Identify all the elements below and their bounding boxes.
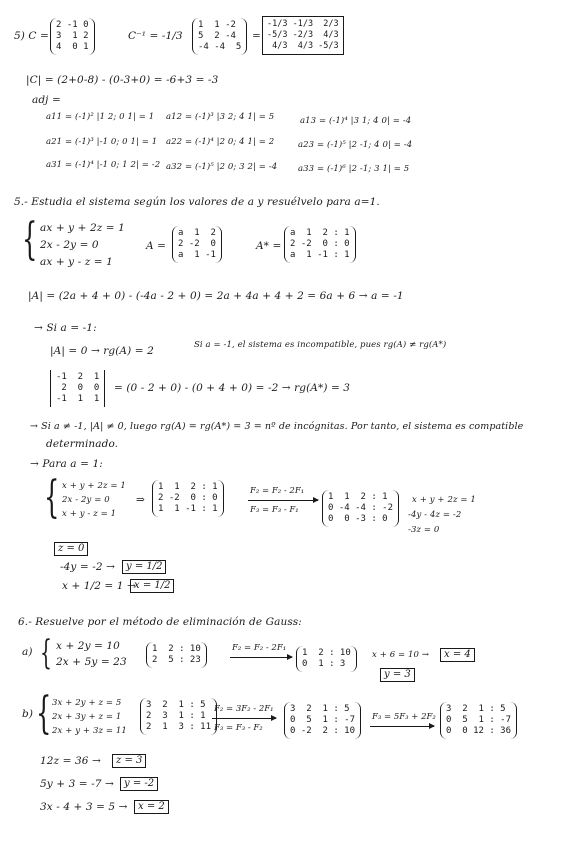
part-a-eq-2: 2x + 5y = 23 bbox=[56, 656, 127, 668]
part-a-label: a) bbox=[22, 646, 33, 658]
part-b-matrix-2: 3 2 1 : 5 0 5 1 : -7 0 -2 2 : 10 bbox=[284, 702, 361, 739]
x-step: x + 1/2 = 1 → bbox=[62, 580, 136, 592]
minor-determinant: -1 2 1 2 0 0 -1 1 1 bbox=[50, 370, 105, 407]
case2-line: → Si a ≠ -1, |A| ≠ 0, luego rg(A) = rg(A*) = 3 = nº de incógnitas. Por tanto, el sistema es compatible bbox=[30, 421, 524, 432]
part-a-matrix-1: 1 2 : 10 2 5 : 23 bbox=[146, 642, 207, 668]
system-eq-3: ax + y - z = 1 bbox=[40, 256, 113, 268]
cofactor-a12: a12 = (-1)³ |3 2; 4 1| = 5 bbox=[166, 112, 275, 122]
c-inverse-matrix: 1 1 -2 5 2 -4 -4 -4 5 bbox=[192, 18, 247, 55]
part-b-matrix-3: 3 2 1 : 5 0 5 1 : -7 0 0 12 : 36 bbox=[440, 702, 517, 739]
system-brace: { bbox=[22, 214, 38, 265]
system-eq-2: 2x - 2y = 0 bbox=[40, 239, 99, 251]
result-eq-2: -4y - 4z = -2 bbox=[408, 510, 462, 520]
part-b-x-box: x = 2 bbox=[134, 800, 169, 814]
ex5-title: 5.- Estudia el sistema según los valores de a y resuélvelo para a=1. bbox=[14, 196, 380, 208]
c-definition: 5) C = bbox=[14, 30, 49, 42]
matrix-astar-label: A* = bbox=[256, 240, 282, 252]
part-b-arrow-2 bbox=[370, 726, 434, 727]
cofactor-a23: a23 = (-1)⁵ |2 -1; 4 0| = -4 bbox=[298, 140, 413, 150]
cofactor-a31: a31 = (-1)⁴ |-1 0; 1 2| = -2 bbox=[46, 160, 161, 170]
ex6-title: 6.- Resuelve por el método de eliminación de Gauss: bbox=[18, 616, 302, 628]
part-b-row-op-3: F₃ = 5F₃ + 2F₂ bbox=[372, 712, 436, 722]
cofactor-a33: a33 = (-1)⁶ |2 -1; 3 1| = 5 bbox=[298, 164, 410, 174]
implies-arrow: ⇒ bbox=[136, 494, 145, 506]
augmented-matrix-1: 1 1 2 : 1 2 -2 0 : 0 1 1 -1 : 1 bbox=[152, 480, 224, 517]
case2-line-b: determinado. bbox=[46, 438, 119, 450]
det-c-line: |C| = (2+0-8) - (0-3+0) = -6+3 = -3 bbox=[26, 74, 219, 86]
cofactor-a22: a22 = (-1)⁴ |2 0; 4 1| = 2 bbox=[166, 137, 275, 147]
part-b-eq-1: 3x + 2y + z = 5 bbox=[52, 698, 122, 708]
case-a-minus-1: → Si a = -1: bbox=[34, 322, 97, 334]
part-b-row-op-1: F₂ = 3F₂ - 2F₁ bbox=[214, 704, 274, 714]
part-a-brace: { bbox=[40, 633, 52, 673]
c-inverse-result-box: -1/3 -1/3 2/3 -5/3 -2/3 4/3 4/3 4/3 -5/3 bbox=[262, 16, 344, 55]
equals-sign: = bbox=[252, 30, 261, 42]
para-a-1: → Para a = 1: bbox=[30, 458, 103, 470]
matrix-a-label: A = bbox=[146, 240, 167, 252]
part-b-row-op-2: F₃ = F₃ - F₂ bbox=[214, 723, 263, 733]
part-b-step-x: 3x - 4 + 3 = 5 → bbox=[40, 801, 128, 813]
part-b-brace: { bbox=[36, 688, 52, 739]
case1-note: Si a = -1, el sistema es incompatible, pues rg(A) ≠ rg(A*) bbox=[194, 340, 447, 350]
sys1-brace: { bbox=[44, 472, 60, 523]
matrix-a: a 1 2 2 -2 0 a 1 -1 bbox=[172, 226, 222, 263]
part-a-arrow bbox=[230, 657, 292, 658]
c-inverse-definition: C⁻¹ = -1/3 bbox=[128, 30, 183, 42]
part-b-step-z: 12z = 36 → bbox=[40, 755, 101, 767]
part-a-row-op: F₂ = F₂ - 2F₁ bbox=[232, 643, 287, 653]
y-step: -4y = -2 → bbox=[60, 561, 115, 573]
part-b-step-y: 5y + 3 = -7 → bbox=[40, 778, 114, 790]
cofactor-a32: a32 = (-1)⁵ |2 0; 3 2| = -4 bbox=[166, 162, 278, 172]
matrix-astar: a 1 2 : 1 2 -2 0 : 0 a 1 -1 : 1 bbox=[284, 226, 356, 263]
part-b-matrix-1: 3 2 1 : 5 2 3 1 : 1 2 1 3 : 11 bbox=[140, 698, 217, 735]
cofactor-a21: a21 = (-1)³ |-1 0; 0 1| = 1 bbox=[46, 137, 158, 147]
row-op-1: F₂ = F₂ - 2F₁ bbox=[250, 486, 305, 496]
result-eq-3: -3z = 0 bbox=[408, 525, 440, 535]
sys1-eq-1: x + y + 2z = 1 bbox=[62, 481, 126, 491]
part-b-eq-2: 2x + 3y + z = 1 bbox=[52, 712, 122, 722]
cofactor-a11: a11 = (-1)² |1 2; 0 1| = 1 bbox=[46, 112, 155, 122]
part-b-arrow-1 bbox=[212, 718, 276, 719]
case1-det: |A| = 0 → rg(A) = 2 bbox=[50, 345, 154, 357]
system-eq-1: ax + y + 2z = 1 bbox=[40, 222, 125, 234]
result-eq-1: x + y + 2z = 1 bbox=[412, 495, 476, 505]
cofactor-a13: a13 = (-1)⁴ |3 1; 4 0| = -4 bbox=[300, 116, 412, 126]
part-b-z-box: z = 3 bbox=[112, 754, 146, 768]
part-a-y-box: y = 3 bbox=[380, 668, 415, 682]
minor-result: = (0 - 2 + 0) - (0 + 4 + 0) = -2 → rg(A*) = 3 bbox=[114, 382, 351, 394]
part-a-x-step: x + 6 = 10 → bbox=[372, 650, 430, 660]
z-answer-box: z = 0 bbox=[54, 542, 88, 556]
part-b-eq-3: 2x + y + 3z = 11 bbox=[52, 726, 127, 736]
det-a-line: |A| = (2a + 4 + 0) - (-4a - 2 + 0) = 2a + 4a + 4 + 2 = 6a + 6 → a = -1 bbox=[28, 290, 404, 302]
c-matrix: 2 -1 0 3 1 2 4 0 1 bbox=[50, 18, 95, 55]
part-a-x-box: x = 4 bbox=[440, 648, 475, 662]
part-b-label: b) bbox=[22, 708, 34, 720]
part-a-matrix-2: 1 2 : 10 0 1 : 3 bbox=[296, 646, 357, 672]
y-answer-box: y = 1/2 bbox=[122, 560, 166, 574]
sys1-eq-3: x + y - z = 1 bbox=[62, 509, 117, 519]
adj-label: adj = bbox=[32, 94, 61, 106]
part-a-eq-1: x + 2y = 10 bbox=[56, 640, 120, 652]
part-b-y-box: y = -2 bbox=[120, 777, 158, 791]
x-answer-box: x = 1/2 bbox=[130, 579, 174, 593]
augmented-matrix-2: 1 1 2 : 1 0 -4 -4 : -2 0 0 -3 : 0 bbox=[322, 490, 399, 527]
row-op-arrow bbox=[248, 500, 318, 501]
row-op-2: F₃ = F₃ - F₁ bbox=[250, 505, 299, 515]
sys1-eq-2: 2x - 2y = 0 bbox=[62, 495, 110, 505]
